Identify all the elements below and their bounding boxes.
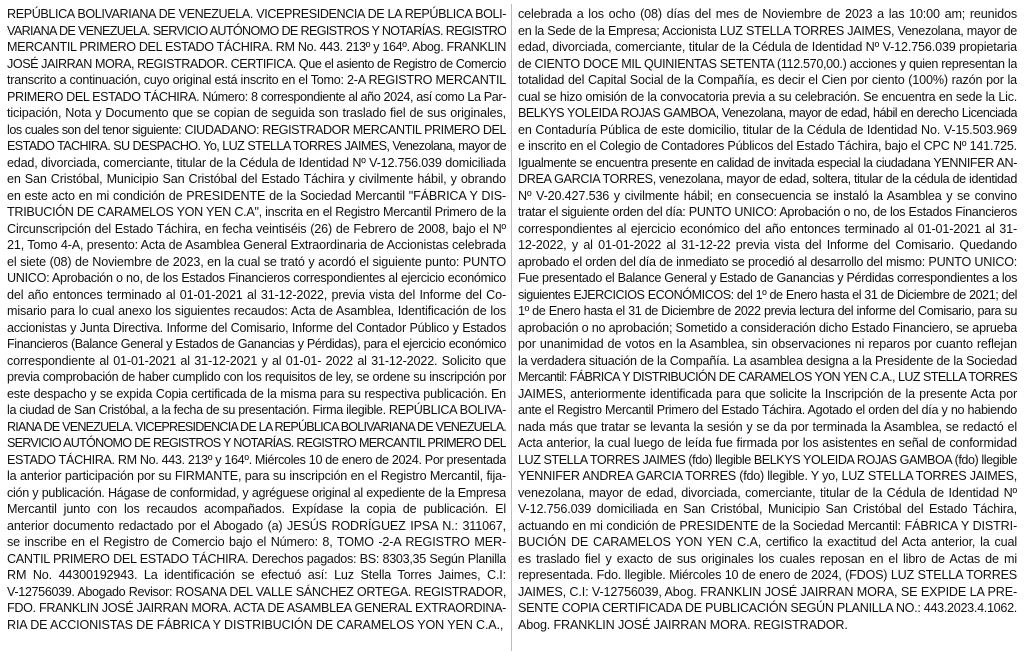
text-line: 21, Tomo 4-A, presento: Acta de Asamblea General Extraordinaria de Accionistas celebrada <box>7 238 506 252</box>
text-line: CANTIL PRIMERO DEL ESTADO TÁCHIRA. Derechos pagados: BS: 8303,35 Según Planilla <box>7 551 506 566</box>
text-line: Financieros (Balance General y Estados de Ganancias y Pérdidas), para el ejercicio económico <box>7 337 506 351</box>
text-line: de CIENTO DOCE MIL QUINIENTAS SETENTA (112.570,00.) acciones y quien representan la <box>518 56 1017 71</box>
text-line: es traslado fiel y exacto de sus originales los cuales reposan en el libro de Actas de mi <box>518 551 1017 566</box>
text-line: previa comprobación de haber cumplido con los requisitos de ley, se ordene su inscripción por <box>7 370 506 384</box>
text-line: 12-2022, y al 01-01-2022 al 31-12-22 previa vista del Informe del Comisario. Quedando <box>518 238 1017 252</box>
text-line: RIA DE ACCIONISTAS DE FÁBRICA Y DISTRIBUCIÓN DE CARAMELOS YON YEN C.A., <box>7 617 504 632</box>
text-line: SERVICIO AUTÓNOMO DE REGISTROS Y NOTARÍAS. REGISTRO MERCANTIL PRIMERO DEL <box>7 436 506 450</box>
text-line: nada más que tratar se levanta la sesión y se da por terminada la Asamblea, se redactó el <box>518 419 1017 434</box>
text-line: ESTADO TACHIRA. SU DESPACHO. Yo, LUZ STELLA TORRES JAIMES, Venezolana, mayor de <box>7 139 506 153</box>
text-line: celebrada a los ocho (08) días del mes de Noviembre de 2023 a las 10:00 am; reunidos <box>518 7 1017 21</box>
text-line: del año entonces terminado al 01-01-2021 al 31-12-2022, previa vista del Informe del Co- <box>7 287 506 302</box>
text-line: cual se hizo omisión de la convocatoria previa a su celebración. Se encuentra en sede la Lic. <box>518 89 1017 104</box>
text-line: RIANA DE VENEZUELA. VICEPRESIDENCIA DE LA REPÚBLICA BOLIVARIANA DE VENEZUELA. <box>7 419 506 434</box>
text-line: JAIMES, anteriormente identificada para que solicite la Inscripción de la presente Acta por <box>518 386 1017 401</box>
text-line: JOSÉ JAIRRAN MORA, REGISTRADOR. CERTIFICA. Que el asiento de Registro de Comercio <box>7 56 506 71</box>
text-line: Nº V-20.427.536 y civilmente hábil; en consecuencia se instaló la Asamblea y se convino <box>518 188 1017 203</box>
text-line: SENTE COPIA CERTIFICADA DE PUBLICACIÓN SEGÚN PLANILLA NO.: 443.2023.4.1062. <box>518 601 1017 615</box>
text-line: misario para lo cual anexo los siguientes recaudos: Acta de Asamblea, Identificación de los <box>7 304 506 318</box>
text-line: V-12756039. Abogado Revisor: ROSANA DEL VALLE SÁNCHEZ ORTEGA. REGISTRADOR, <box>7 584 506 599</box>
text-line: LUZ STELLA TORRES JAIMES (fdo) llegible BELKYS YOLEIDA ROJAS GAMBOA (fdo) llegible <box>518 452 1017 467</box>
text-line: Circunscripción del Estado Táchira, en fecha veintiséis (26) de Febrero de 2008, bajo el Nº <box>7 221 506 236</box>
text-line: JAIMES, C.I: V-12756039, Abog. FRANKLIN JOSÉ JAIRRAN MORA, SE EXPIDE LA PRE- <box>518 584 1017 599</box>
text-line: accionistas y Junta Directiva. Informe del Comisario, Informe del Contador Público y Estados <box>7 320 506 335</box>
text-line: VARIANA DE VENEZUELA. SERVICIO AUTÓNOMO DE REGISTROS Y NOTARÍAS. REGISTRO <box>7 23 506 38</box>
text-line: DREA GARCIA TORRES, venezolana, mayor de edad, soltera, titular de la cédula de identidad <box>518 172 1017 186</box>
text-line: venezolana, mayor de edad, divorciada, comerciante, titular de la Cédula de Identidad Nº <box>518 485 1017 500</box>
text-line: aprobado el orden del día de inmediato se procedió al desarrollo del mismo: PUNTO UNICO: <box>518 254 1017 269</box>
text-line: totalidad del Capital Social de la Compañía, es decir el Cien por ciento (100%) razón por la <box>518 73 1017 87</box>
text-line: FDO. FRANKLIN JOSÉ JAIRRAN MORA. ACTA DE ASAMBLEA GENERAL EXTRAORDINA- <box>7 601 506 615</box>
text-line: en San Cristóbal, Municipio San Cristóbal del Estado Táchira y civilmente hábil, y obrando <box>7 172 506 186</box>
text-line: representada. Fdo. llegible. Miércoles 10 de enero de 2024, (FDOS) LUZ STELLA TORRES <box>518 568 1017 582</box>
column-divider <box>511 4 512 651</box>
text-line: Mercantil junto con los recaudos acompañados. Expídase la copia de publicación. El <box>7 502 506 516</box>
text-line: transcrito a continuación, cuyo original está inscrito en el Tomo: 2-A REGISTRO MERCANTIL <box>7 73 506 87</box>
text-line: actuando en mi condición de PRESIDENTE de la Sociedad Mercantil: FÁBRICA Y DISTRI- <box>518 518 1017 533</box>
text-line: Mercantil: FÁBRICA Y DISTRIBUCIÓN DE CARAMELOS YON YEN C.A., LUZ STELLA TORRES <box>518 370 1017 384</box>
text-line: los cuales son del tenor siguiente: CIUDADANO: REGISTRADOR MERCANTIL PRIMERO DEL <box>7 122 506 137</box>
text-line: en Contaduría Pública de este domicilio, titular de la Cédula de Identidad No. V-15.503.969 <box>518 122 1017 137</box>
text-line: por unanimidad de votos en la Asamblea, sin observaciones ni reparos por cuanto reflejan <box>518 337 1017 351</box>
text-line: se inscribe en el Registro de Comercio bajo el Número: 8, TOMO -2-A REGISTRO MER- <box>7 535 506 549</box>
text-line: BELKYS YOLEIDA ROJAS GAMBOA, Venezolana, mayor de edad, hábil en derecho Licenciada <box>518 106 1017 120</box>
text-line: MERCANTIL PRIMERO DEL ESTADO TÁCHIRA. RM No. 443. 213º y 164º. Abog. FRANKLIN <box>7 40 506 54</box>
text-line: el siete (08) de Noviembre de 2023, en la cual se trató y acordó el siguiente punto: PUNTO <box>7 254 506 269</box>
text-line: edad, divorciada, comerciante, titular de la Cédula de Identidad Nº V-12.756.039 propietaria <box>518 40 1017 54</box>
text-line: correspondiente al 01-01-2021 al 31-12-2021 y al 01-01- 2022 al 31-12-2022. Solicito que <box>7 353 506 368</box>
text-line: Acta anterior, la cual luego de leída fue firmada por los asistentes en señal de conformidad <box>518 436 1017 450</box>
text-line: TRIBUCIÓN DE CARAMELOS YON YEN C.A", inscrita en el Registro Mercantil Primero de la <box>7 205 506 219</box>
text-line: V-12.756.039 domiciliada en San Cristóbal, Municipio San Cristóbal del Estado Táchira, <box>518 502 1017 516</box>
text-line: REPÚBLICA BOLIVARIANA DE VENEZUELA. VICEPRESIDENCIA DE LA REPÚBLICA BOLI- <box>7 7 506 21</box>
text-line: Igualmente se encuentra presente en calidad de invitada especial la ciudadana YENNIFER AN- <box>518 155 1017 170</box>
text-line: RM No. 44300192943. La identificación se efectuó así: Luz Stella Torres Jaimes, C.I: <box>7 568 506 582</box>
text-line: anterior documento redactado por el Abogado (a) JESÚS RODRÍGUEZ IPSA N.: 311067, <box>7 518 506 533</box>
text-line: en este acto en mi condición de PRESIDENTE de la Sociedad Mercantil "FÁBRICA Y DIS- <box>7 188 506 203</box>
text-line: la verdadera situación de la Compañía. La asamblea designa a la Presidente de la Sociedad <box>518 353 1017 368</box>
text-line: Fue presentado el Balance General y Estado de Ganancias y Pérdidas correspondientes a los <box>518 271 1017 285</box>
text-line: YENNIFER ANDREA GARCIA TORRES (fdo) llegible. Y yo, LUZ STELLA TORRES JAIMES, <box>518 469 1017 483</box>
text-line: la anterior participación por su FIRMANTE, para su inscripción en el Registro Mercantil, fija- <box>7 469 506 483</box>
text-line: ticipación, Nota y Documento que se copian de seguida son traslado fiel de sus originales, <box>7 106 506 120</box>
text-line: PRIMERO DEL ESTADO TÁCHIRA. Número: 8 correspondiente al año 2024, así como La Par- <box>7 89 506 104</box>
text-line: 1º de Enero hasta el 31 de Diciembre de 2022 previa lectura del informe del Comisario, para su <box>518 304 1017 318</box>
text-line: ante el Registro Mercantil Primero del Estado Táchira. Agotado el orden del día y no habiendo <box>518 403 1017 417</box>
text-line: ción y publicación. Hágase de conformidad, y agréguese original al expediente de la Empresa <box>7 485 506 500</box>
text-line: Abog. FRANKLIN JOSÉ JAIRRAN MORA. REGISTRADOR. <box>518 617 848 632</box>
text-line: BUCIÓN DE CARAMELOS YON YEN C.A, certifico la exactitud del Acta anterior, la cual <box>518 535 1017 549</box>
text-line: este despacho y se expida Copia certificada de la misma para su respectiva publicación. En <box>7 386 506 401</box>
text-line: aprobación o no aprobación; Sometido a consideración dicho Estado Financiero, se aprueba <box>518 320 1017 335</box>
text-line: siguientes EJERCICIOS ECONÓMICOS: del 1º de Enero hasta el 31 de Diciembre de 2021; del <box>518 287 1017 302</box>
text-line: en la Sede de la Empresa; Accionista LUZ STELLA TORRES JAIMES, Venezolana, mayor de <box>518 23 1017 38</box>
text-line: correspondientes al ejercicio económico del año entonces terminado al 01-01-2021 al 31- <box>518 221 1017 236</box>
text-line: tratar el siguiente orden del día: PUNTO UNICO: Aprobación o no, de los Estados Financieros <box>518 205 1017 219</box>
text-line: e inscrito en el Colegio de Contadores Públicos del Estado Táchira, bajo el CPC Nº 141.725. <box>518 139 1017 153</box>
text-line: ESTADO TÁCHIRA. RM No. 443. 213º y 164º. Miércoles 10 de enero de 2024. Por presentada <box>7 452 506 467</box>
right-text-column <box>518 6 1017 655</box>
text-line: la ciudad de San Cristóbal, a la fecha de su presentación. Firma ilegible. REPÚBLICA BOLIVA- <box>7 403 506 417</box>
left-text-column <box>7 6 506 655</box>
text-line: UNICO: Aprobación o no, de los Estados Financieros correspondientes al ejercicio económico <box>7 271 506 285</box>
text-line: edad, divorciada, comerciante, titular de la Cédula de Identidad Nº V-12.756.039 domiciliada <box>7 155 506 170</box>
